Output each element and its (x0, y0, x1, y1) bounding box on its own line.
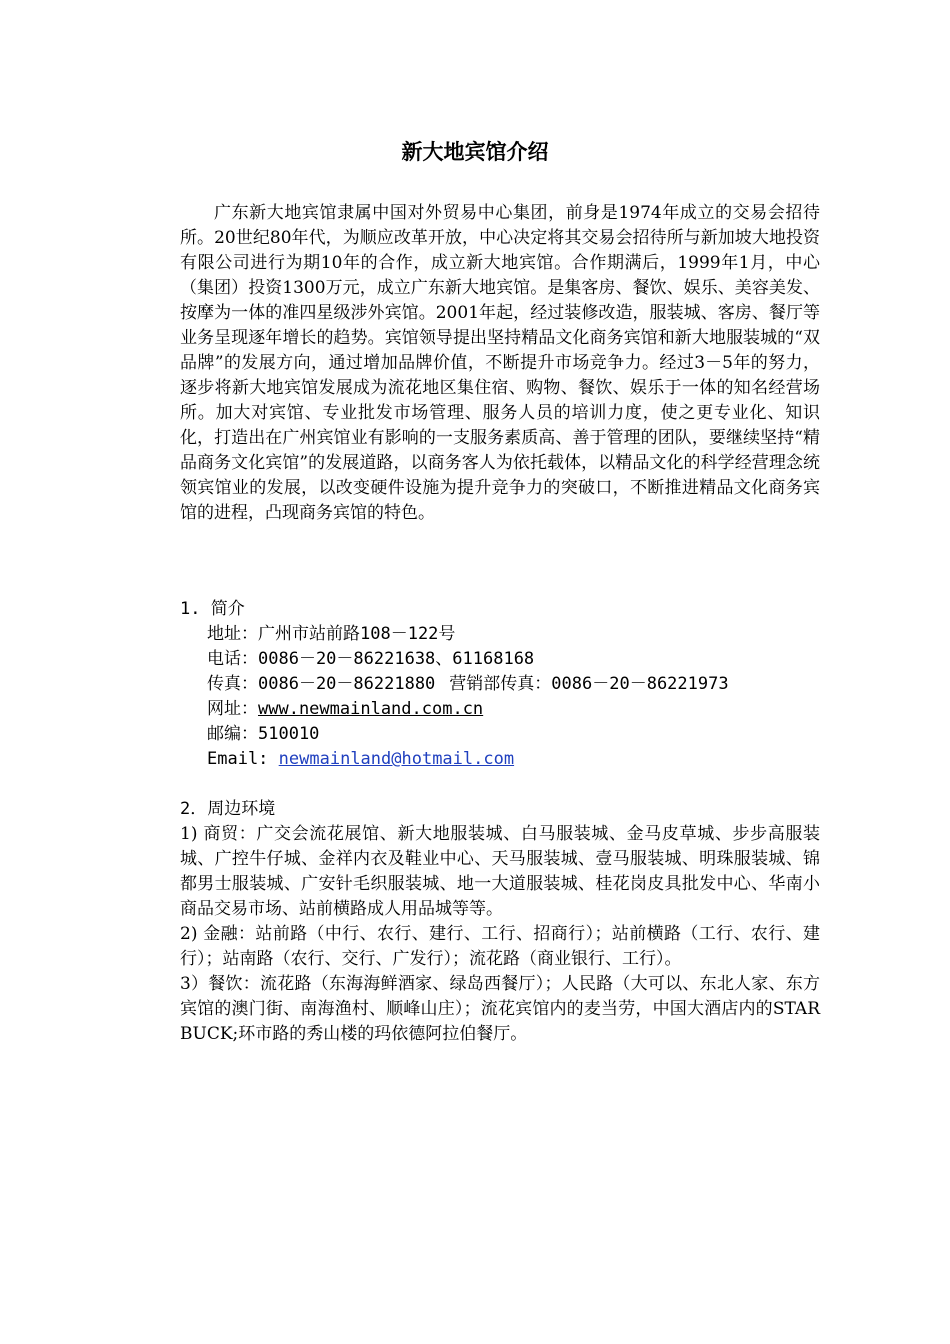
email-label: Email: (207, 749, 269, 769)
section-heading-intro: 1. 简介 (180, 599, 245, 619)
sales-fax-text: 营销部传真：0086－20－86221973 (449, 674, 729, 694)
list-item-finance: 2) 金融：站前路（中行、农行、建行、工行、招商行）；站前横路（工行、农行、建行）；站南路（农行、交行、广发行）；流花路（商业银行、工行）。 (180, 924, 820, 969)
website-link[interactable]: www.newmainland.com.cn (258, 699, 484, 719)
phone-line: 电话：0086－20－86221638、61168168 (207, 649, 535, 669)
postcode-line: 邮编：510010 (207, 724, 320, 744)
fax-text: 传真：0086－20－86221880 (207, 674, 436, 694)
website-label: 网址： (207, 699, 258, 719)
list-item-dining: 3）餐饮：流花路（东海海鲜酒家、绿岛西餐厅）；人民路（大可以、东北人家、东方宾馆的澳门街、南海渔村、顺峰山庄）；流花宾馆内的麦当劳，中国大酒店内的STAR BUCK;环市路的秀山楼的玛依德阿拉伯餐厅。 (180, 974, 820, 1044)
list-item-commerce: 1) 商贸：广交会流花展馆、新大地服装城、白马服装城、金马皮草城、步步高服装城、广控牛仔城、金祥内衣及鞋业中心、天马服装城、壹马服装城、明珠服装城、锦都男士服装城、广安针毛织服装城、地一大道服装城、桂花岗皮具批发中心、华南小商品交易市场、站前横路成人用品城等等。 (180, 824, 820, 919)
email-link[interactable]: newmainland@hotmail.com (278, 749, 515, 769)
fax-line (180, 672, 820, 697)
section-intro (180, 597, 820, 772)
address-line: 地址：广州市站前路108－122号 (207, 624, 456, 644)
section-surroundings (180, 797, 820, 1047)
intro-paragraph: 广东新大地宾馆隶属中国对外贸易中心集团，前身是1974年成立的交易会招待所。20世纪80年代，为顺应改革开放，中心决定将其交易会招待所与新加坡大地投资有限公司进行为期10年的合作，成立新大地宾馆。合作期满后，1999年1月，中心（集团）投资1300万元，成立广东新大地宾馆。是集客房、餐饮、娱乐、美容美发、按摩为一体的准四星级涉外宾馆。2001年起，经过装修改造，服装城、客房、餐厅等业务呈现逐年增长的趋势。宾馆领导提出坚持精品文化商务宾馆和新大地服装城的“双品牌”的发展方向，通过增加品牌价值，不断提升市场竞争力。经过3－5年的努力，逐步将新大地宾馆发展成为流花地区集住宿、购物、餐饮、娱乐于一体的知名经营场所。加大对宾馆、专业批发市场管理、服务人员的培训力度，使之更专业化、知识化，打造出在广州宾馆业有影响的一支服务素质高、善于管理的团队，要继续坚持“精品商务文化宾馆”的发展道路，以商务客人为依托载体，以精品文化的科学经营理念统领宾馆业的发展，以改变硬件设施为提升竞争力的突破口，不断推进精品文化商务宾馆的进程，凸现商务宾馆的特色。 (180, 203, 820, 523)
document-title: 新大地宾馆介绍 (401, 139, 549, 164)
email-line (180, 747, 820, 772)
website-line (180, 697, 820, 722)
section-heading-surroundings: 2．周边环境 (180, 799, 276, 819)
